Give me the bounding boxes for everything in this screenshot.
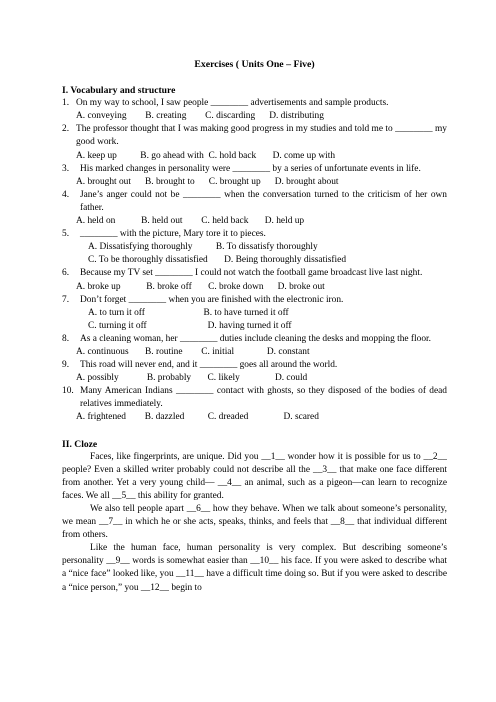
question-stem: ________ with the picture, Mary tore it to pieces. <box>80 229 266 240</box>
section-heading-vocabulary: I. Vocabulary and structure <box>62 85 176 97</box>
answer-options: A. broke up B. broke off C. broke down D. broke out <box>76 281 325 292</box>
question-item <box>62 359 447 372</box>
question-number: 2. <box>62 124 70 135</box>
question-item <box>62 385 447 411</box>
answer-options: A. Dissatisfying thoroughly B. To dissatisfy thoroughly <box>88 242 318 253</box>
answer-options: A. keep up B. go ahead with C. hold back D. come up with <box>76 150 336 161</box>
question-list <box>62 97 447 424</box>
answer-options: C. turning it off D. having turned it off <box>88 320 292 331</box>
answer-options: A. continuous B. routine C. initial D. constant <box>76 346 310 357</box>
cloze-paragraph: Faces, like fingerprints, are unique. Did you __1__ wonder how it is possible for us to __2__ people? Even a skilled writer probably could not describe all the __3__ that make one face different from another. Yet a very young child— __4__ an animal, such as a pigeon—can learn to recognize faces. We all __5__ this ability for granted. <box>62 451 447 501</box>
question-item <box>62 123 447 149</box>
question-number: 4. <box>62 189 70 200</box>
question-stem: Jane’s anger could not be ________ when the conversation turned to the criticism of her own father. <box>80 189 447 213</box>
question-item <box>62 189 447 215</box>
question-stem: This road will never end, and it ________ goes all around the world. <box>80 360 338 371</box>
question-number: 7. <box>62 294 70 305</box>
section-heading-cloze: II. Cloze <box>62 438 98 450</box>
exercise-page <box>62 48 447 595</box>
answer-options: A. to turn it off B. to have turned it off <box>88 307 289 318</box>
cloze-passage <box>62 451 447 595</box>
question-stem: Don’t forget ________ when you are finished with the electronic iron. <box>80 294 344 305</box>
page-title: Exercises ( Units One – Five) <box>194 59 315 70</box>
question-stem: As a cleaning woman, her ________ duties include cleaning the desks and mopping the floor. <box>80 333 431 344</box>
question-item <box>62 97 447 110</box>
question-number: 3. <box>62 163 70 174</box>
question-number: 1. <box>62 98 70 109</box>
cloze-paragraph: Like the human face, human personality is very complex. But describing someone’s personality __9__ words is somewhat easier than __10__ his face. If you were asked to describe what a “nice face” looked like, you __11__ have a difficult time doing so. But if you were asked to describe a “nice person,” you __12__ begin to <box>62 543 447 593</box>
question-stem: On my way to school, I saw people ________ advertisements and sample products. <box>76 98 389 109</box>
question-stem: Many American Indians ________ contact with ghosts, so they disposed of the bodies of dead relatives immediately. <box>80 386 447 410</box>
question-number: 5. <box>62 229 70 240</box>
answer-options: A. frightened B. dazzled C. dreaded D. scared <box>76 412 319 423</box>
question-stem: Because my TV set ________ I could not watch the football game broadcast live last night. <box>80 268 423 279</box>
question-number: 9. <box>62 360 70 371</box>
answer-options: A. brought out B. brought to C. brought up D. brought about <box>76 176 339 187</box>
question-stem: His marked changes in personality were ________ by a series of unfortunate events in life. <box>80 163 421 174</box>
question-number: 8. <box>62 333 70 344</box>
cloze-paragraph: We also tell people apart __6__ how they behave. When we talk about someone’s personality, we mean __7__ in which he or she acts, speaks, thinks, and feels that __8__ that individual different from others. <box>62 504 447 541</box>
question-item <box>62 267 447 280</box>
answer-options: A. possibly B. probably C. likely D. could <box>76 373 308 384</box>
answer-options: A. conveying B. creating C. discarding D. distributing <box>76 111 324 122</box>
question-number: 10. <box>62 386 74 397</box>
answer-options: C. To be thoroughly dissatisfied D. Being thoroughly dissatisfied <box>88 255 347 266</box>
answer-options: A. held on B. held out C. held back D. held up <box>76 216 305 227</box>
question-stem: The professor thought that I was making good progress in my studies and told me to ________ my good work. <box>76 124 447 148</box>
question-item <box>62 228 447 241</box>
question-item <box>62 163 447 176</box>
question-item <box>62 333 447 346</box>
question-number: 6. <box>62 268 70 279</box>
question-item <box>62 294 447 307</box>
